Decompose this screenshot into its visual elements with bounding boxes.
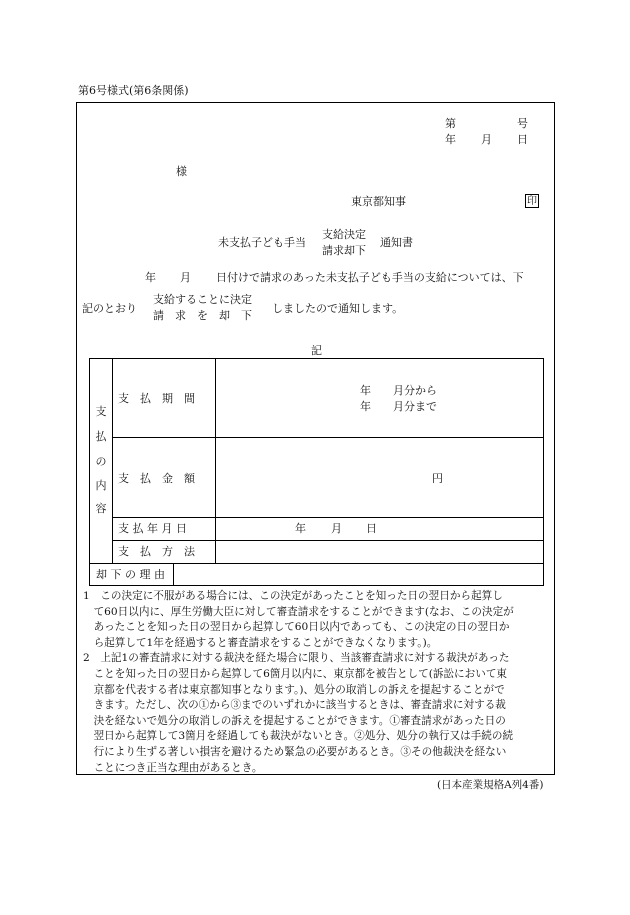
body-line2-suffix: しましたので通知します。 (272, 302, 404, 315)
group-label-char-2: 払 (95, 430, 107, 443)
title-suffix: 通知書 (380, 236, 413, 249)
table-bottom-border (89, 585, 544, 586)
table-group-divider (112, 358, 113, 563)
body-year: 年 (145, 271, 156, 284)
period-from: 年 月分から (360, 384, 437, 397)
date-year: 年 (445, 133, 456, 146)
period-label: 支 払 期 間 (118, 392, 195, 405)
title-option-reject: 請求却下 (322, 244, 366, 257)
date-day: 日 (517, 133, 528, 146)
payment-date-month: 月 (331, 522, 342, 535)
note-line: あったことを知った日の翌日から起算して60日以内であっても、この決定の日の翌日か (83, 621, 510, 634)
note-line: 行により生ずる著しい損害を避けるため緊急の必要があるとき。③その他裁決を経ない (83, 746, 507, 758)
payment-date-year: 年 (295, 522, 306, 535)
group-label-char-1: 支 (95, 405, 107, 418)
seal-mark: 印 (527, 196, 537, 207)
ki-heading: 記 (311, 344, 322, 357)
body-month: 月 (180, 271, 191, 284)
table-label-divider (215, 358, 216, 563)
table-right-border (543, 358, 544, 585)
title-prefix: 未支払子ども手当 (218, 236, 306, 249)
addressee-sama: 様 (176, 165, 187, 178)
note-line: 決を経ないで処分の取消しの訴えを提起することができます。①審査請求があった日の (83, 714, 506, 727)
amount-unit: 円 (432, 472, 443, 485)
title-option-grant: 支給決定 (322, 228, 366, 241)
note-line: 京都を代表する者は東京都知事となります。)、処分の取消しの訴えを提起することがで (83, 683, 505, 696)
table-row-line-2 (112, 517, 543, 518)
table-row-line-3 (112, 540, 543, 541)
table-row-line-4 (89, 563, 543, 564)
body-option-reject: 請 求 を 却 下 (153, 309, 252, 322)
note-line: ことにつき正当な理由があるとき。 (83, 761, 263, 774)
amount-label: 支 払 金 額 (118, 472, 195, 485)
note-line: ことを知った日の翌日から起算して6箇月以内に、東京都を被告として(訴訟において東 (83, 668, 508, 680)
date-month: 月 (481, 133, 492, 146)
note-line: 翌日から起算して3箇月を経過しても裁決がないとき。②処分、処分の執行又は手続の続 (83, 730, 514, 743)
table-reject-divider (173, 563, 174, 585)
form-number: 第6号様式(第6条関係) (78, 84, 189, 97)
note-line: ら起算して1年を経過すると審査請求をすることができなくなります。)。 (83, 636, 438, 649)
group-label-char-4: 内 (95, 479, 107, 492)
table-top-border (89, 358, 544, 359)
table-left-border (89, 358, 90, 585)
number-dai: 第 (445, 117, 456, 130)
payment-method-label: 支 払 方 法 (118, 545, 195, 558)
period-to: 年 月分まで (360, 400, 437, 413)
number-go: 号 (517, 117, 528, 130)
issuer: 東京都知事 (351, 195, 406, 208)
note-line: 1 この決定に不服がある場合には、この決定があったことを知った日の翌日から起算し (83, 590, 503, 602)
reject-reason-label: 却 下 の 理 由 (96, 568, 165, 581)
note-line: 2 上記1の審査請求に対する裁決を経た場合に限り、当該審査請求に対する裁決があった (83, 652, 510, 665)
group-label-char-5: 容 (95, 502, 107, 515)
body-option-grant: 支給することに決定 (153, 293, 252, 306)
group-label-char-3: の (95, 455, 107, 468)
table-row-line-1 (112, 437, 543, 438)
note-line: て60日以内に、厚生労働大臣に対して審査請求をすることができます(なお、この決定が (83, 605, 514, 618)
payment-date-day: 日 (366, 522, 377, 535)
body-line2-prefix: 記のとおり (82, 302, 137, 315)
payment-date-label: 支 払 年 月 日 (118, 522, 187, 535)
body-line1: 日付けで請求のあった未支払子ども手当の支給については、下 (216, 271, 524, 284)
paper-size-note: (日本産業規格A列4番) (437, 779, 544, 791)
note-line: きます。ただし、次の①から③までのいずれかに該当するときは、審査請求に対する裁 (83, 699, 506, 712)
